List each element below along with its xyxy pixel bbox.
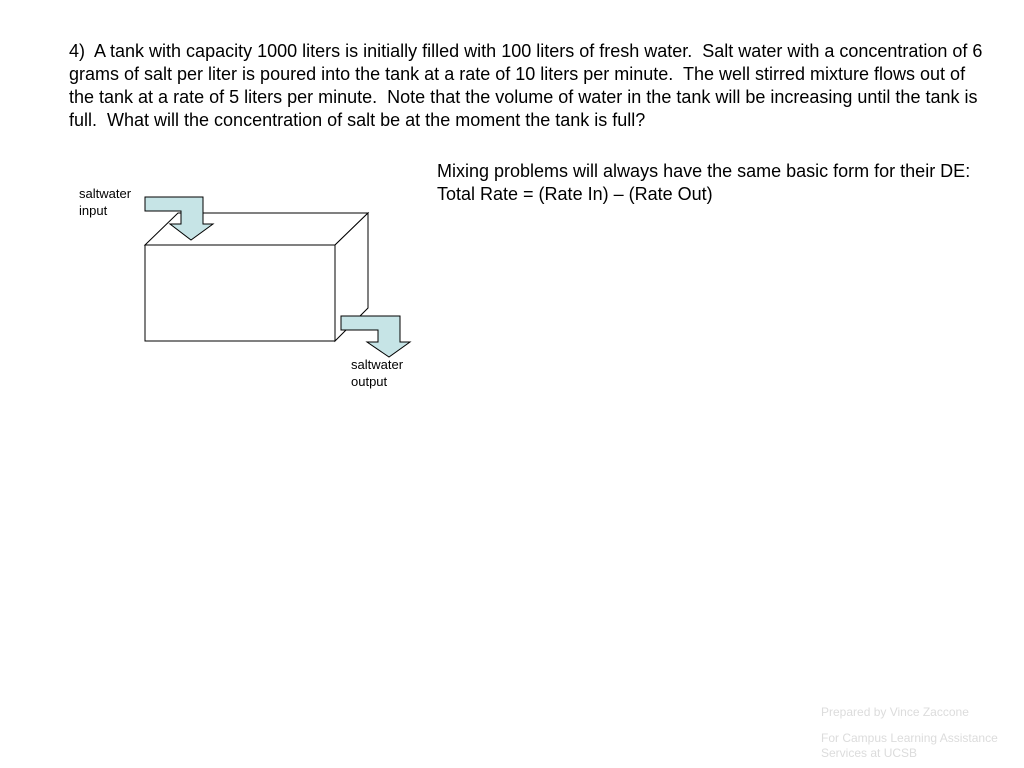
output-arrow xyxy=(341,316,410,357)
tank-front-face xyxy=(145,245,335,341)
credit-author: Prepared by Vince Zaccone xyxy=(821,705,969,719)
credit-organization: For Campus Learning Assistance Services at UCSB xyxy=(821,731,1002,760)
tank xyxy=(145,213,368,341)
saltwater-input-label: saltwater input xyxy=(79,186,132,218)
problem-statement: 4) A tank with capacity 1000 liters is initially filled with 100 liters of fresh water. Salt water with a concentration of 6 grams of salt per liter is poured into the tank at a rate of 10 liters per minute. The well stirred mixture flows out of the tank at a rate of 5 liters per minute. Note that the volume of water in the tank will be increasing until the tank is full. What will the concentration of salt be at the moment the tank is full? xyxy=(69,41,988,130)
saltwater-output-label: saltwater output xyxy=(351,357,404,389)
mixing-note: Mixing problems will always have the same basic form for their DE: Total Rate = (Rate In) – (Rate Out) xyxy=(437,161,980,204)
